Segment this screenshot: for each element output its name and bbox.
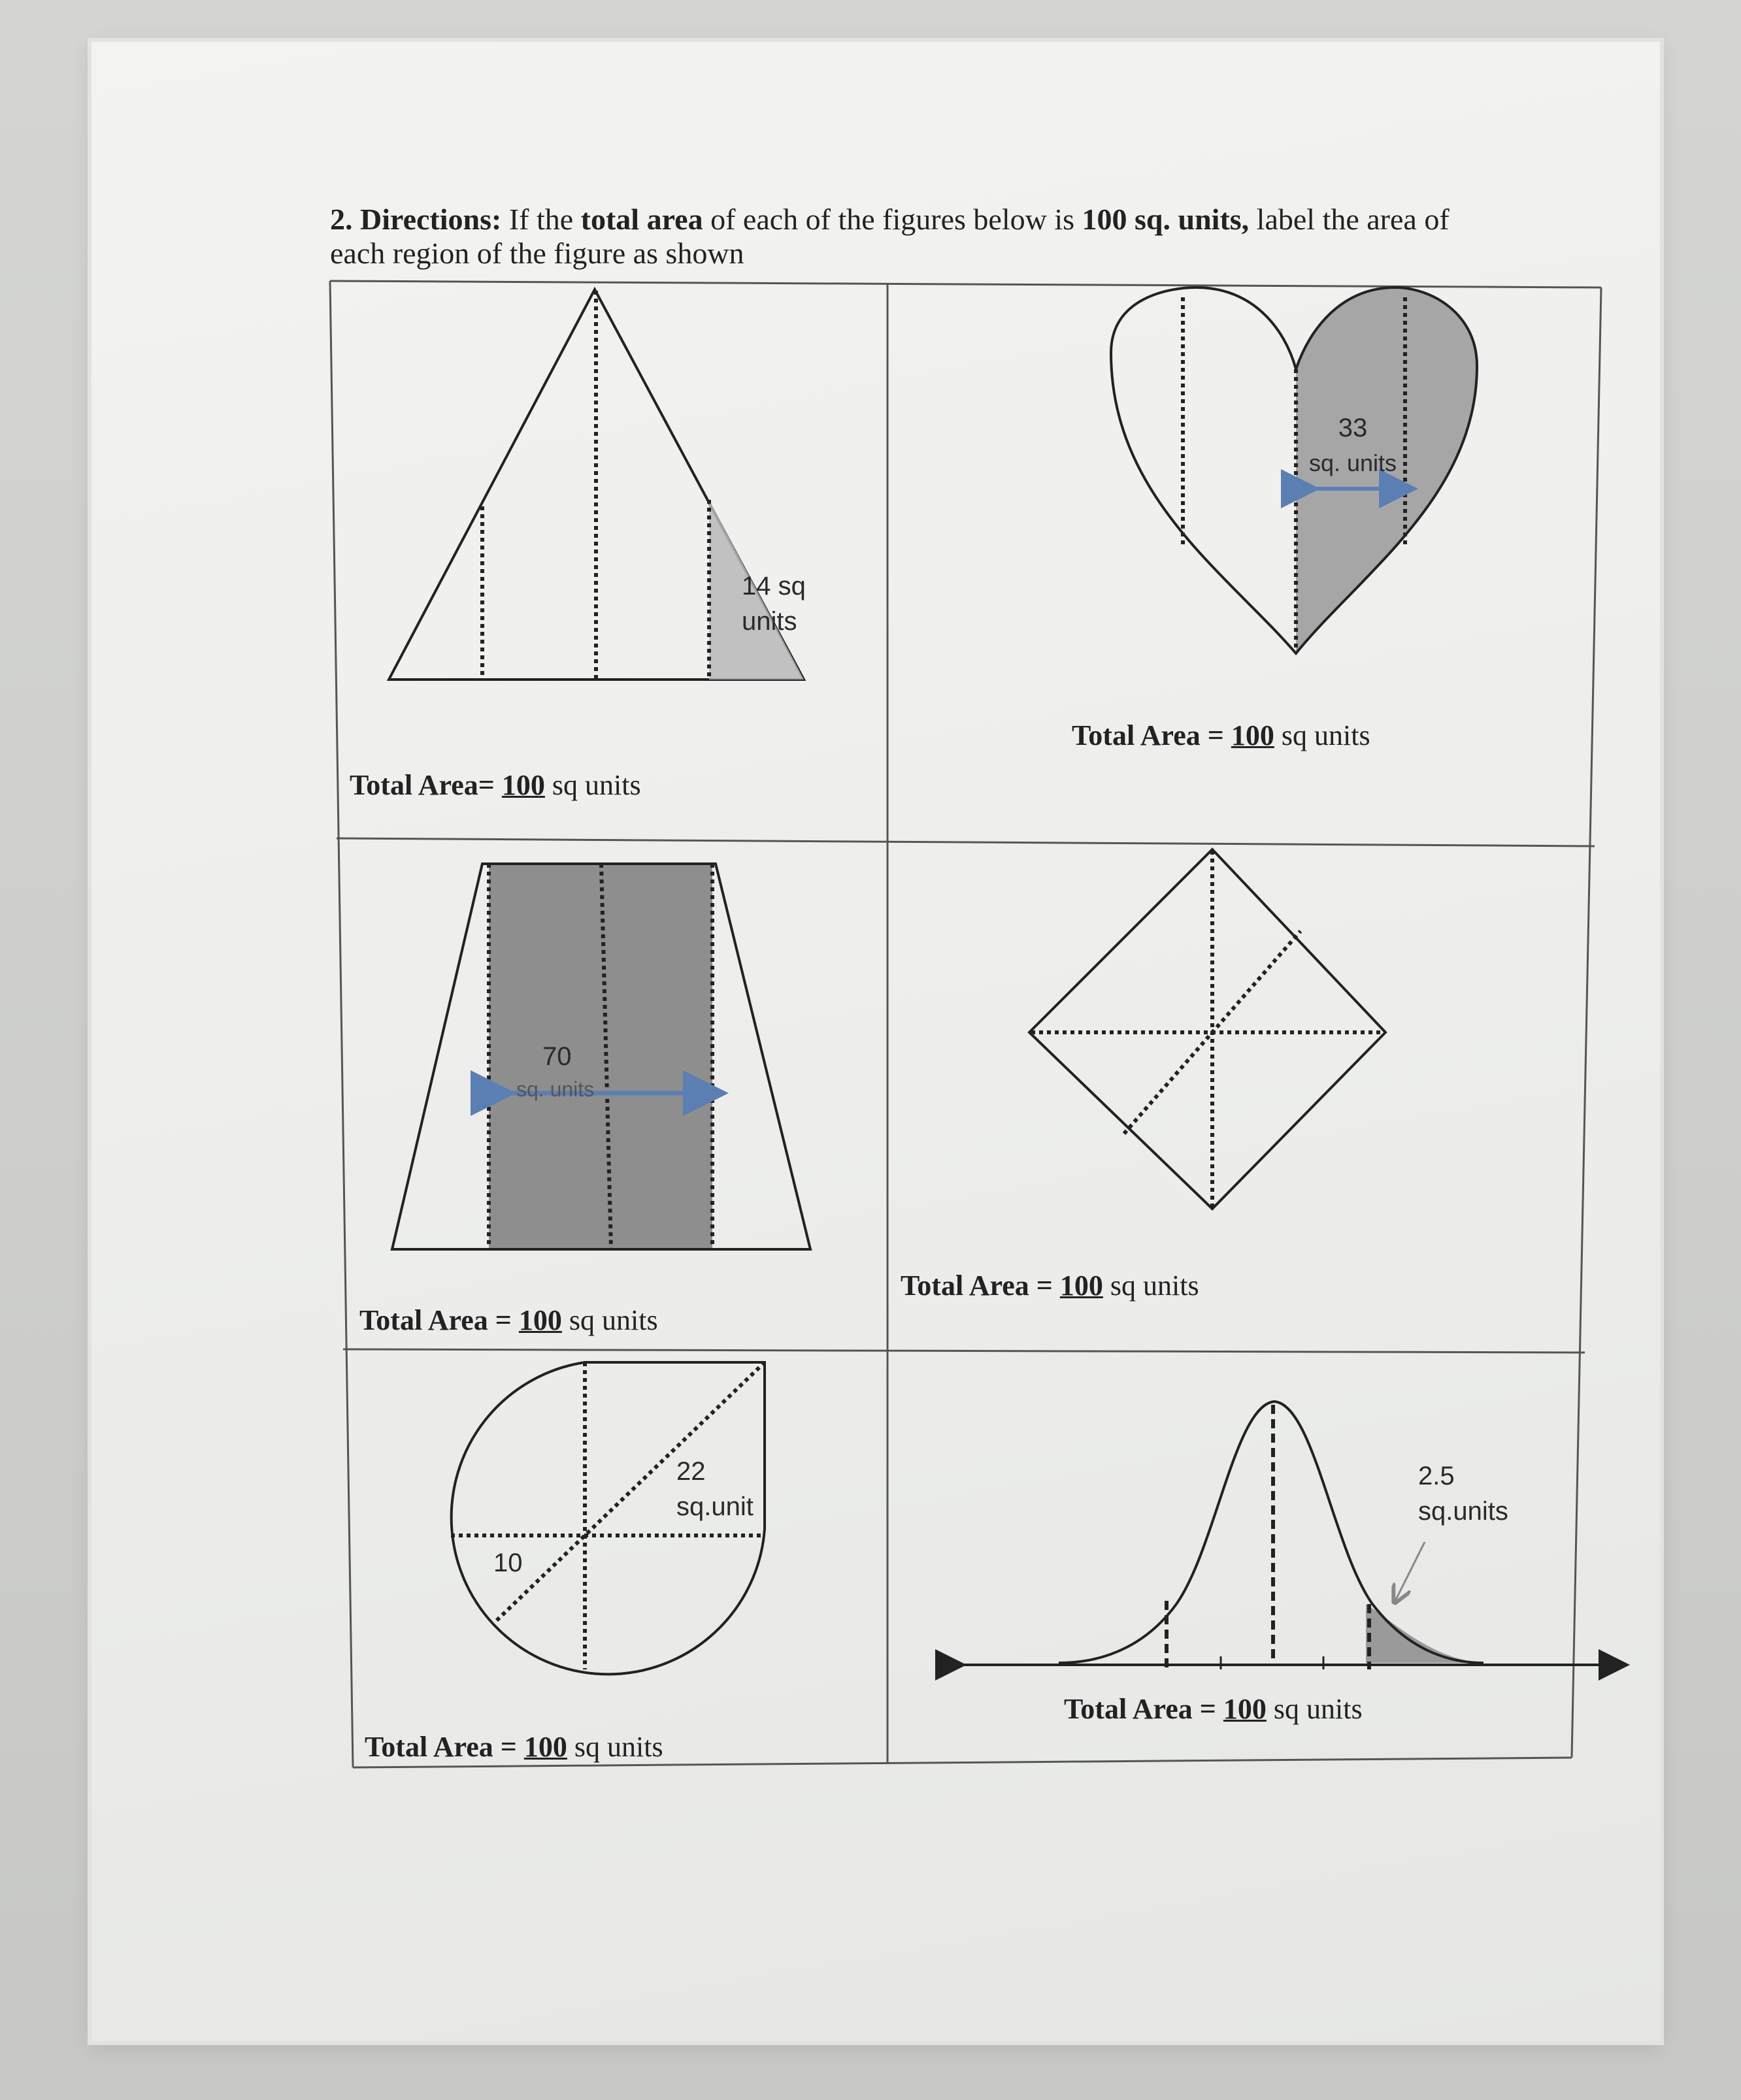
- diamond-total-area: Total Area = 100 sq units: [901, 1270, 1199, 1302]
- circle-total-area: Total Area = 100 sq units: [365, 1731, 663, 1763]
- diamond-figure: [1029, 849, 1385, 1209]
- circle-radius-label: 10: [493, 1549, 523, 1577]
- heart-figure: [1111, 281, 1492, 673]
- directions-text: 2. Directions: If the total area of each of the figures below is 100 sq. units, label the area of each region of the figure as shown: [330, 203, 1450, 270]
- heart-total-area: Total Area = 100 sq units: [1072, 719, 1370, 751]
- bell-curve-figure: [951, 1402, 1614, 1669]
- bell-curve-total-area: Total Area = 100 sq units: [1064, 1693, 1363, 1725]
- trapezoid-total-area: Total Area = 100 sq units: [359, 1304, 658, 1336]
- circle-region-label: 22 sq.unit: [676, 1457, 754, 1521]
- triangle-region-label: 14 sq units: [742, 572, 806, 636]
- triangle-total-area: Total Area= 100 sq units: [350, 769, 641, 801]
- heart-region-label: 33 sq. units: [1308, 414, 1397, 476]
- trapezoid-figure: [392, 864, 810, 1249]
- trapezoid-region-label: 70 sq. units: [516, 1042, 595, 1101]
- bell-curve-region-label: 2.5 sq.units: [1418, 1462, 1508, 1526]
